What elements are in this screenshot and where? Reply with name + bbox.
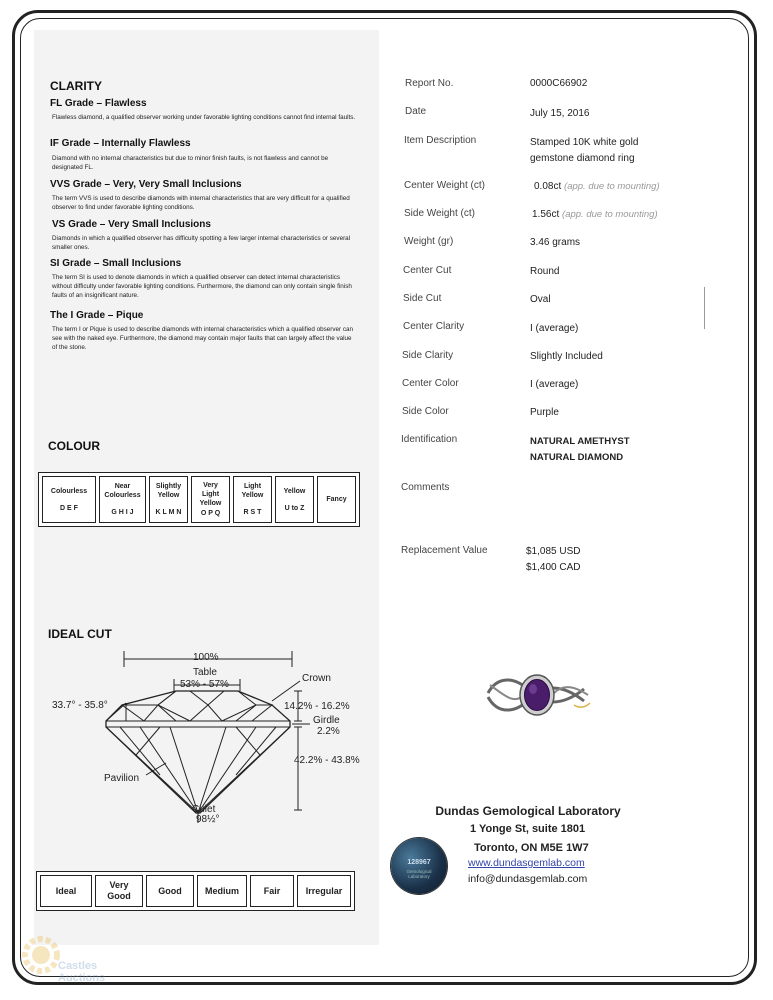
colour-cell [191, 476, 230, 523]
field-label: Center Clarity [403, 321, 465, 332]
field-label: Date [405, 106, 427, 117]
cut-girdle-label: 2.2% [317, 726, 340, 737]
weight-value: 0.08ct [534, 181, 562, 192]
colour-cell [233, 476, 272, 523]
field-value: NATURAL AMETHYST [530, 436, 630, 447]
weight-note: (app. due to mounting) [564, 181, 660, 192]
colour-grades: U to Z [284, 504, 305, 512]
cut-grade-cell: Irregular [297, 875, 351, 907]
cut-crown-word: Crown [302, 673, 331, 684]
cut-grade-cell: Fair [250, 875, 294, 907]
clarity-grade-heading: FL Grade – Flawless [50, 98, 147, 109]
lab-address-line1: 1 Yonge St, suite 1801 [470, 823, 586, 835]
field-label: Center Color [402, 378, 459, 389]
field-label: Side Clarity [402, 350, 454, 361]
clarity-grade-text: The term VVS is used to describe diamonds with internal characteristics that are very difficult for a qualified observer to find under favorable lighting conditions. [52, 195, 350, 211]
weight-note: (app. due to mounting) [562, 209, 658, 220]
field-value-line2: gemstone diamond ring [530, 153, 635, 164]
watermark-logo [14, 930, 114, 992]
colour-name: Fancy [326, 496, 347, 503]
field-value: 3.46 grams [530, 237, 581, 248]
field-label: Side Weight (ct) [404, 208, 475, 219]
ring-photo [484, 665, 594, 725]
ideal-cut-title: IDEAL CUT [48, 627, 112, 641]
lab-email: info@dundasgemlab.com [468, 873, 588, 885]
cut-grade-table [36, 871, 355, 911]
colour-grade-table [38, 472, 360, 527]
colour-cell [317, 476, 356, 523]
field-label: Weight (gr) [404, 236, 454, 247]
colour-cell [275, 476, 314, 523]
field-label: Center Weight (ct) [404, 180, 485, 191]
field-value: Stamped 10K white gold [530, 137, 639, 148]
field-value: $1,085 USD [526, 546, 581, 557]
field-label: Comments [401, 482, 450, 493]
clarity-grade-heading: VVS Grade – Very, Very Small Inclusions [50, 179, 242, 190]
clarity-grade-text: The term SI is used to denote diamonds in which a qualified observer can detect internal characteristics without difficulty under favorable lighting conditions. Furthermore, the diamond can only contain single finish faults of an insignificant nature. [52, 274, 352, 299]
lab-website-link[interactable]: www.dundasgemlab.com [468, 857, 585, 869]
field-value: Oval [530, 294, 551, 305]
cut-grade-cell: Medium [197, 875, 247, 907]
colour-cell [149, 476, 188, 523]
cut-table-label: 53% - 57% [180, 679, 229, 690]
cut-crown-angle-label: 33.7° - 35.8° [52, 700, 108, 711]
field-value: 0000C66902 [530, 78, 588, 89]
field-label: Replacement Value [401, 545, 488, 556]
cut-culet-label: 98½° [196, 814, 220, 825]
clarity-grade-heading: SI Grade – Small Inclusions [50, 258, 182, 269]
colour-cell [99, 476, 146, 523]
colour-name: Light Yellow [241, 483, 264, 499]
field-label: Center Cut [403, 265, 452, 276]
field-value: I (average) [530, 379, 579, 390]
cut-grade-cell: Ideal [40, 875, 92, 907]
field-value: I (average) [530, 323, 579, 334]
field-value [532, 209, 658, 220]
clarity-title: CLARITY [50, 79, 102, 93]
colour-title: COLOUR [48, 439, 100, 453]
colour-grades: R S T [243, 509, 262, 516]
watermark-text: Castles Auctions [58, 960, 106, 984]
colour-grades: K L M N [155, 509, 182, 516]
field-label: Identification [401, 434, 458, 445]
cut-pavilion-word: Pavilion [104, 773, 140, 784]
weight-value: 1.56ct [532, 209, 560, 220]
field-label: Side Cut [403, 293, 442, 304]
clarity-grade-text: Flawless diamond, a qualified observer working under favorable lighting conditions cannot find internal faults. [52, 114, 356, 121]
field-value-line2: NATURAL DIAMOND [530, 452, 624, 463]
clarity-grade-text: The term I or Pique is used to describe diamonds with internal characteristics which a qualified observer can see with the naked eye. Furthermore, the diamond may contain major faults that can largely affect the value of the stone. [52, 326, 353, 351]
field-value-line2: $1,400 CAD [526, 562, 581, 573]
cut-crown-height-label: 14.2% - 16.2% [284, 701, 350, 712]
seal-number: 128967 [407, 859, 431, 866]
field-label: Side Color [402, 406, 449, 417]
scan-mark [704, 287, 705, 329]
clarity-grade-text: Diamond with no internal characteristics but due to minor finish faults, is not flawless and cannot be designated FL. [52, 155, 329, 171]
field-value: Slightly Included [530, 351, 603, 362]
field-value: July 15, 2016 [530, 108, 590, 119]
field-value [534, 181, 660, 192]
colour-name: Slightly Yellow [155, 483, 182, 499]
hologram-seal [391, 838, 447, 894]
colour-grades: D E F [60, 504, 78, 512]
lab-name: Dundas Gemological Laboratory [435, 804, 621, 818]
clarity-grade-heading: IF Grade – Internally Flawless [50, 138, 191, 149]
field-label: Item Description [404, 135, 477, 146]
cut-grade-cell: Good [146, 875, 194, 907]
colour-grades: O P Q [200, 510, 221, 517]
seal-text: Gemological Laboratory [406, 869, 432, 879]
field-value: Round [530, 266, 560, 277]
colour-cell [42, 476, 96, 523]
field-value: Purple [530, 407, 559, 418]
colour-name: Yellow [283, 487, 306, 495]
lab-address-line2: Toronto, ON M5E 1W7 [474, 842, 589, 854]
cut-width-label: 100% [193, 652, 219, 663]
clarity-grade-heading: VS Grade – Very Small Inclusions [52, 219, 211, 230]
cut-table-word: Table [193, 667, 217, 678]
cut-culet-word: Culet [192, 804, 216, 815]
colour-name: Very Light Yellow [199, 482, 222, 507]
colour-name: Near Colourless [104, 483, 141, 499]
cut-pavilion-depth-label: 42.2% - 43.8% [294, 755, 360, 766]
clarity-grade-heading: The I Grade – Pique [50, 310, 144, 321]
cut-girdle-word: Girdle [313, 715, 340, 726]
colour-grades: G H I J [111, 509, 134, 516]
field-label: Report No. [405, 78, 454, 89]
cut-grade-cell [95, 875, 143, 907]
cut-grade-label: Very Good [107, 880, 131, 901]
colour-name: Colourless [50, 487, 88, 495]
clarity-grade-text: Diamonds in which a qualified observer has difficulty spotting a few larger internal characteristics or several smaller ones. [52, 235, 351, 251]
